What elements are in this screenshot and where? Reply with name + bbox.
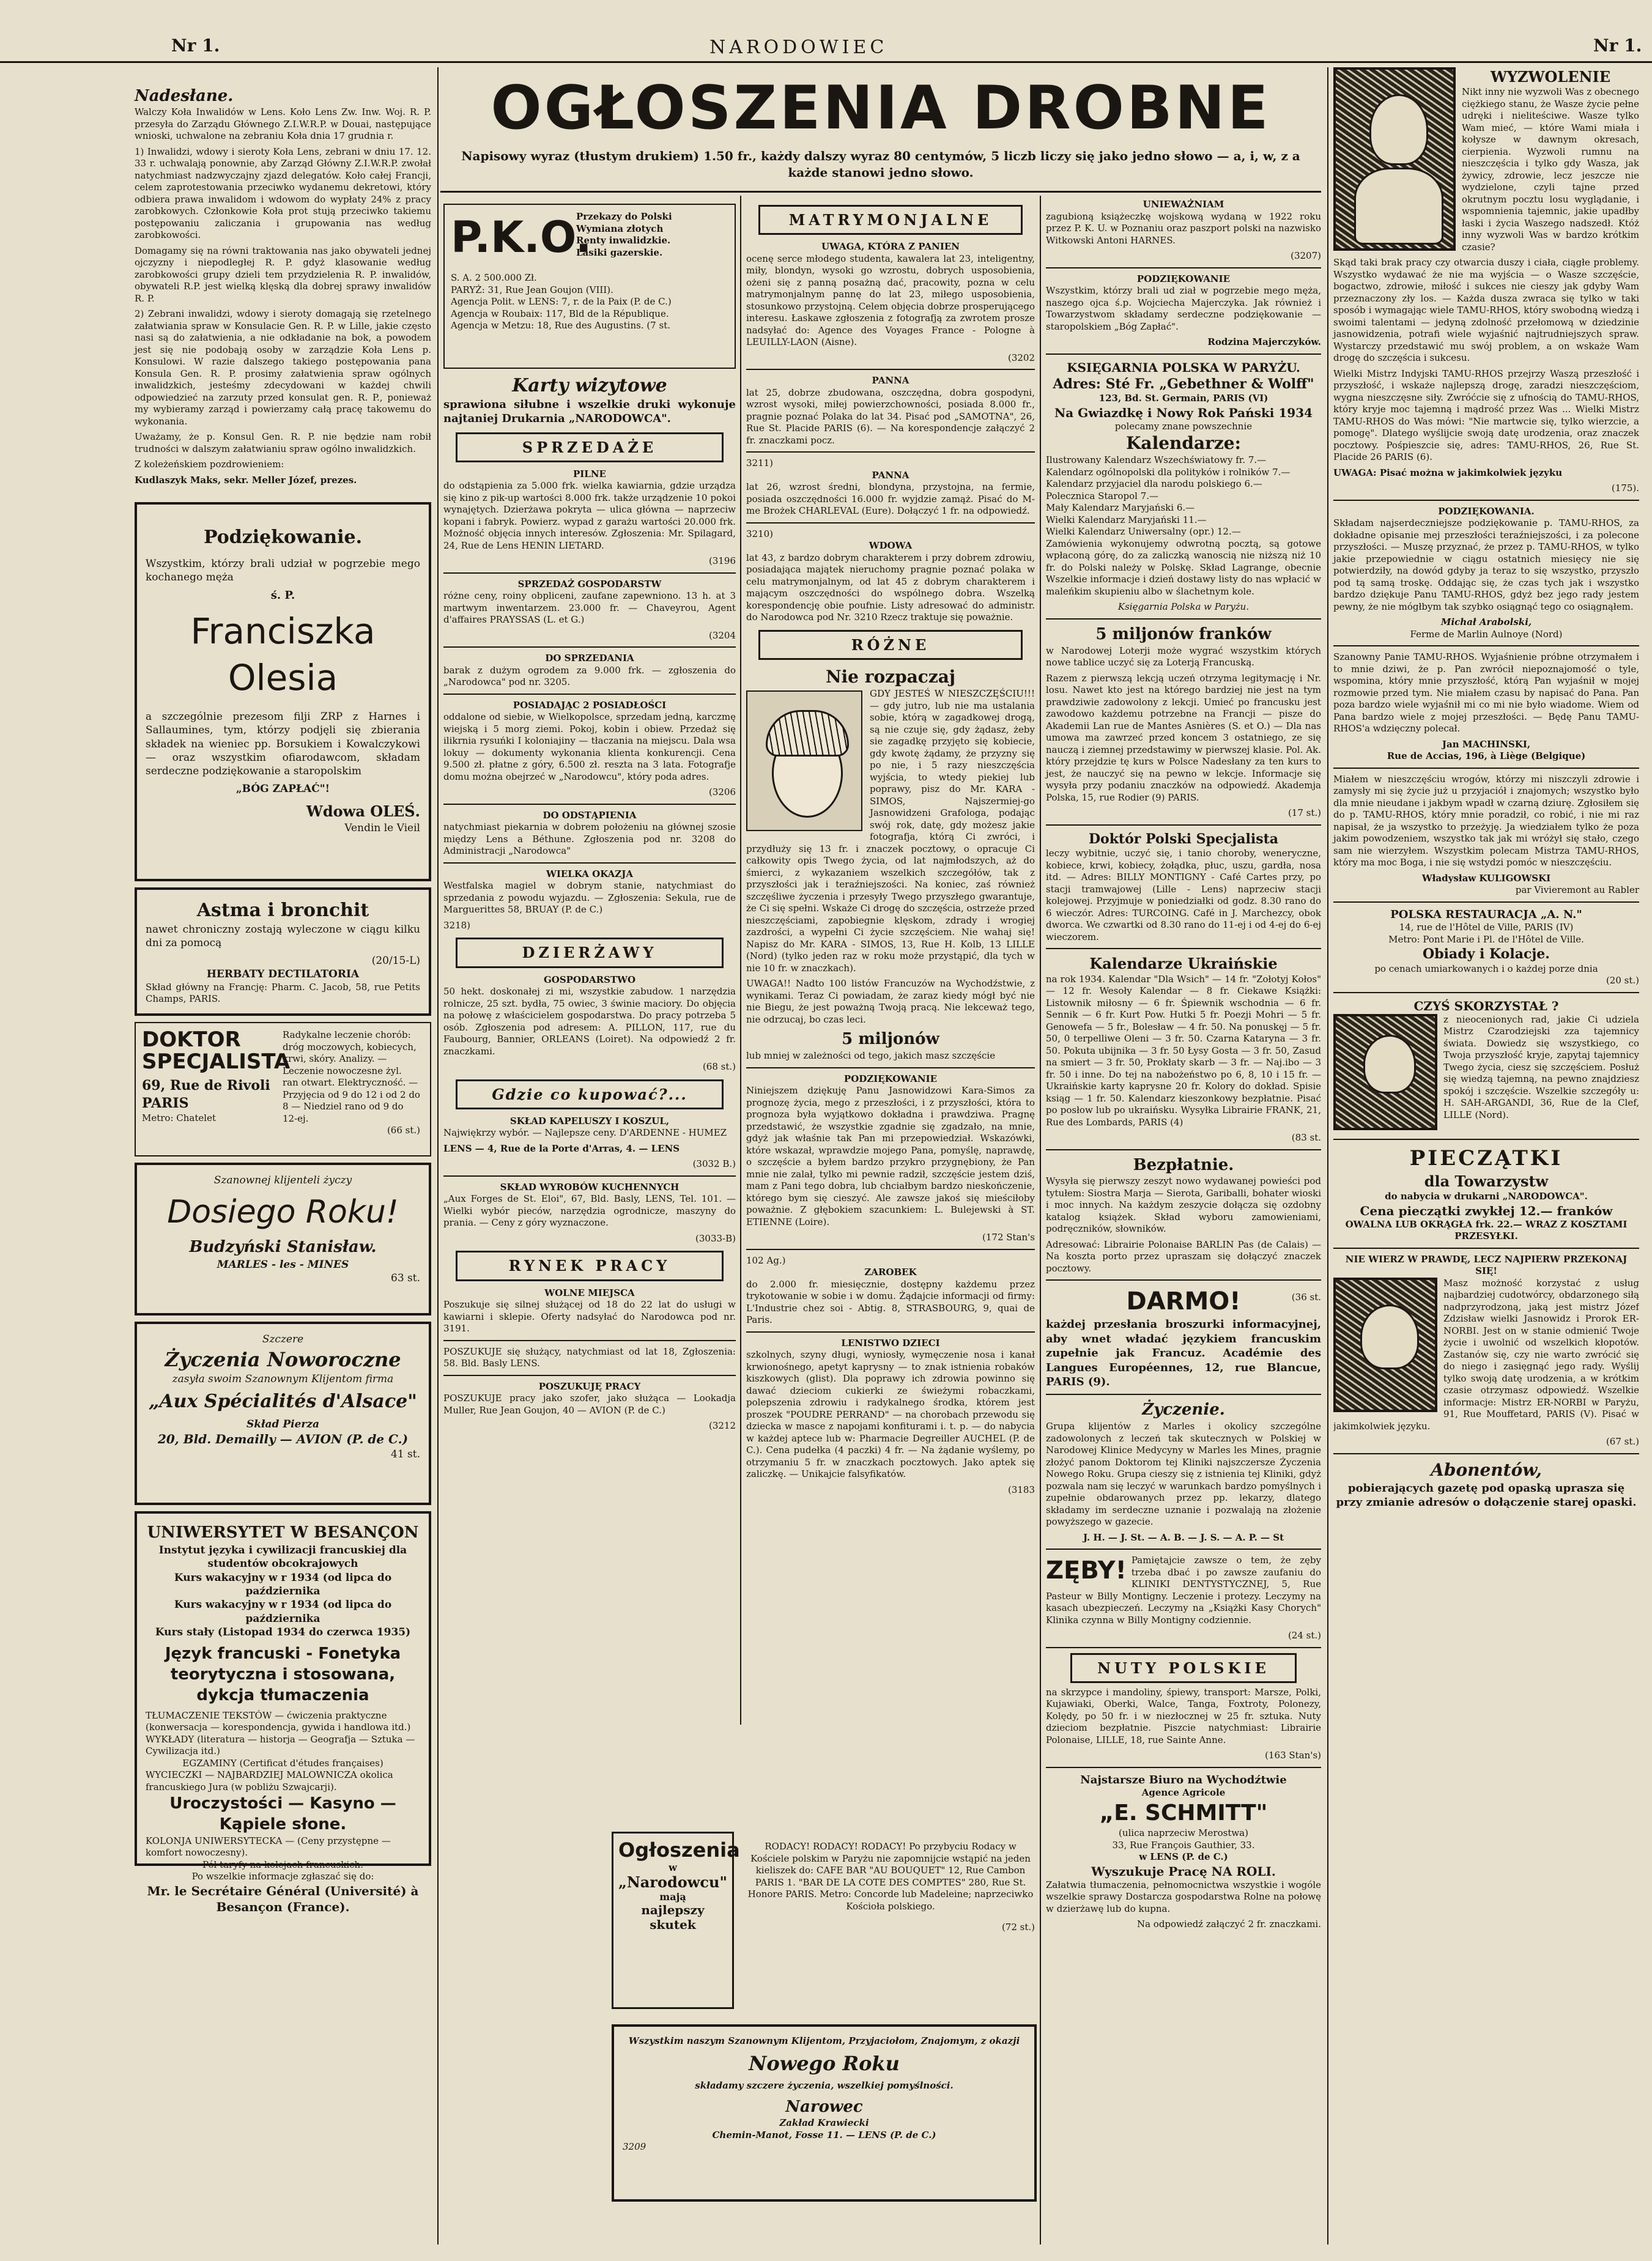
ad-heading: CZYŚ SKORZYSTAŁ ?: [1413, 998, 1559, 1013]
rodacy-ad: [746, 1832, 1035, 1934]
ad-heading: UNIEWAŻNIAM: [1143, 199, 1224, 210]
ad-heading: Życzenie.: [1142, 1401, 1225, 1419]
section-heading: RÓŻNE: [758, 630, 1023, 660]
ad-text: składamy szczere życzenia, wszelkiej pomyślności.: [695, 2080, 954, 2092]
ad-text: Wysyła się pierwszy zeszyt nowo wydawanej powieści pod tytułem: Siostra Marja — Sierota, Gariballi, bohater wioski i moc innych. Na każdym zeszycie dołącza się ozdobny katalog książek. Skład wyboru zamowieniami, podręczników, słowników.: [1046, 1175, 1321, 1235]
fortune-teller-portrait: [746, 690, 862, 831]
ad-heading: SKŁAD KAPELUSZY I KOSZUL,: [509, 1115, 670, 1127]
ad-text: (ulica naprzeciw Merostwa): [1119, 1827, 1248, 1839]
list-item: Kalendarz przyjaciel dla narodu polskiego 6.—: [1046, 478, 1262, 490]
ad-text: UWAGA: Pisać można w jakimkolwiek języku: [1333, 467, 1563, 478]
divider: [1333, 500, 1639, 501]
ad-text: Metro: Chatelet: [142, 1112, 216, 1123]
ad-text: „Aux Forges de St. Eloi", 67, Bld. Basly, LENS, Tel. 101. — Wielki wybór pieców, narzędzia ogrodnicze, maszyny do prania. — Ceny z góry wyznaczone.: [443, 1193, 736, 1229]
paragraph: 1) Inwalidzi, wdowy i sieroty Koła Lens, zebrani w dniu 17. 12. 33 r. uchwalają ponownie, aby Zarząd Główny Z.I.W.R.P. zwołał natychmiast nadzwyczajny zjazd delegatów. Koło całej Francji, celem zaprotestowania przeciwko wydanemu dekretowi, który odbiera prawa inwalidom i wdowom do wypłaty 24% z pracy zarobkowych. Członkowie Koła prot stują przeciwko takiemu postępowaniu zaliczania i grupowania nas według zarobkowości.: [135, 146, 431, 241]
ad-text: Pół taryfy na kolejach francuskich.: [202, 1859, 363, 1870]
list-item: Polecznica Staropol 7.—: [1046, 490, 1159, 501]
divider: [1333, 1139, 1639, 1140]
ad-text: w LENS (P. de C.): [1139, 1851, 1228, 1863]
ad-text: (20/15-L): [371, 954, 420, 967]
ad-text: Pamiętajcie zawsze o tem, że zęby trzeba dbać i po zawsze zaufaniu do KLINIKI DENTYSTYCZNEJ, 5, Rue Pasteur w Billy Montigny. Leczenie i protezy. Leczymy na kasach ubezpieczeń. Leczymy na „Książki Kasy Chorych" Klinika czynna w Billy Montigny codziennie.: [1046, 1555, 1321, 1626]
ad-signature: J. H. — J. St. — A. B. — J. S. — A. P. — St: [1083, 1531, 1284, 1543]
divider: [1333, 1453, 1639, 1454]
ad-text: „BÓG ZAPŁAĆ"!: [235, 782, 330, 795]
ad-text: pobierających gazetę pod opaską uprasza się przy zmianie adresów o dołączenie starej opaski.: [1336, 1481, 1637, 1509]
ad-heading: DO ODSTĄPIENIA: [543, 809, 637, 821]
masthead-rule: [440, 191, 1321, 193]
page-number-right: Nr 1.: [1593, 35, 1642, 56]
ad-title: Karty wizytowe: [512, 375, 667, 396]
new-year-wishes-ad: [135, 1163, 431, 1316]
ad-text: zagubioną książeczkę wojskową wydaną w 1922 roku przez P. K. U. w Poznaniu oraz paszport polski na nazwisko Witkowski Antoni HARNES.: [1046, 210, 1321, 246]
ad-text: Wszystkim, którzy brali udział w pogrzebie mego kochanego męża: [146, 557, 420, 584]
ad-text: na rok 1934. Kalendar "Dla Wsich" — 14 fr. "Zołotyj Kołos" — 12 fr. Wesoły Kalendar — 8 fr. Ciekawe Książki: Listownik miłosny — 6 fr. Śpiewnik wschodnia — 6 fr. Sennik — 6 fr. Kurt Pow. Hutki 5 fr. Poezji Mohri — 5 fr. Genowefa — 5 fr., Bolesław — 4 fr. 50. Na ponuskęj — 5 fr. 50, 0 terpelliwe Oleni — 3 fr. 50. Czarna Kataryna — 3 fr. 50. Pokuta ubijnika — 3 fr. 50 Łysy Gosta — 3 fr. 50, Zasud na smiert — 3 fr. 50, Prokłaty skarb — 3 fr. — Naj.ibo — 3 fr. 50 i inne. Do tej na nabożeństwo po 6, 8, 10 i 15 fr. — Ukraińskie karty kaprysne 20 fr. Kolory do dokład. Spisie ksiąg — 1 fr. 50. Kalendarz kieszonkowy bezpłatnie. Pisać po posłow lub po ukraińsku. Wysyłka Librairie FRANK, 21, Rue des Lombards, PARIS (4): [1046, 973, 1321, 1128]
divider: [1333, 901, 1639, 903]
ad-title: Ogłoszenia: [618, 1838, 740, 1862]
ad-text: Skąd taki brak pracy czy otwarcia duszy i ciała, ciągłe problemy. Wszystko wydawać że nie ma wyjścia — o Wasze szczęście, bogactwo, zdrowie, miłość i sukces nie cieszy jak gdyby Wam przeznaczony zły los. — Każda dusza zwraca się tylko w taki sposób i wymagając wiele TAMU-RHOS, który swobodną wiedzą i swoimi talentami — jedyną zdolność przełomową w dziedzinie jasnowidzenia, potrafi wiele wyjaśnić najtrudniejszych spraw. Wystarczy przedstawić mu swój problem, a on wskaże Wam drogę do szczęścia i sukcesu.: [1333, 257, 1639, 364]
ad-heading: Bezpłatnie.: [1133, 1155, 1234, 1174]
divider: [1333, 1248, 1639, 1249]
ad-text: Załatwia tłumaczenia, pełnomocnictwa wszystkie i wogóle wszelkie sprawy Dostarcza gospodarstwa Rolne na połowę w dzierżawę lub do kupna.: [1046, 1879, 1321, 1914]
ad-text: lat 26, wzrost średni, blondyna, przystojna, na fermie, posiada oszczędności 16.000 fr. wyjdzie zamąż. Pisać do M-me Brożek CHARLEVAL (Eure). Dołączyć 1 fr. na odpowiedź.: [746, 481, 1035, 517]
ad-text: Wymiana złotych: [576, 223, 664, 234]
ad-text: lub mniej w zależności od tego, jakich masz szczęście: [746, 1050, 996, 1062]
ad-text: Na Gwiazdkę i Nowy Rok Pański 1934: [1054, 405, 1313, 420]
ad-text: Ferme de Marlin Aulnoye (Nord): [1410, 628, 1563, 640]
ad-text: Agencja w Metzu: 18, Rue des Augustins. (7 st.: [451, 320, 670, 331]
ad-text: 14, rue de l'Hôtel de Ville, PARIS (IV): [1399, 922, 1574, 933]
divider: [443, 1175, 736, 1177]
ad-text: Szanownej klijenteli życzy: [213, 1174, 352, 1187]
ad-text: KOLONJA UNIWERSYTECKA — (Ceny przystępne — komfort nowoczesny).: [146, 1835, 391, 1859]
ad-text: POSZUKUJE pracy jako szofer, jako służąca — Lookadja Muller, Rue Jean Goujon, 40 — AVION (P. de C.): [443, 1393, 736, 1416]
ad-heading: Abonentów,: [1431, 1459, 1542, 1480]
ad-code: 3210): [746, 528, 774, 539]
ad-code: (3204: [708, 629, 736, 641]
ad-text: Niniejszem dziękuję Panu Jasnowidzowi Kara-Simos za prognozę życia, mego z przeszłości, i z przyszłości, która to prognoza była wyjątkowo dokładna i prawdziwa. Pragnę przedstawić, że wszystkie zgadnie się zgadzało, na mnie, gdyż jak właśnie tak Pan mi przepowiedział. Wskazówki, które wskazał, wprawdzie mojego Pana, pomyślę, naprawdę, o szczęście a byłem bardzo przykro przygnębiony, że Pan mnie nie zalał, tylko mi pewnie radził, szczęście jestem dziś, mam z Pani tego dobra, lub chciałbym bardzo nieskończenie, którego bym się cieszyć. Ale zawsze jakoś się mieściłoby poważnie. Z głębokiem szacunkiem: L. Bulejewski à ST. ETIENNE (Loire).: [746, 1085, 1035, 1227]
ad-text: Szanowny Panie TAMU-RHOS. Wyjaśnienie próbne otrzymałem i to mnie dziwi, że p. Pan zwrócił niepoznajomość o tyle, wspomina, który mnie przyszłość, którą Pan wyjaśnił w mojej rozmowie przed tym. Nie miałem czasu by napisać do Pana. Pan poza bardzo wiele wyjaśnił mi co mi nie było wiadome. Wiem od Pana bardzo wiele z mojej przeszłości. — Będę Panu TAMU-RHOS'a wdzięczny polecał.: [1333, 651, 1639, 735]
ad-heading: WIELKA OKAZJA: [546, 868, 633, 879]
column-4: [1046, 199, 1321, 1931]
column-rule: [437, 67, 439, 2244]
ad-text: Masz możność korzystać z usług najbardziej cudotwórcy, obdarzonego siłą nadprzyrodzoną, jaką jest mistrz Józef Zdzisław wielki Jasnowidz i Prorok ER-NORBI. Jest on w stanie odmienić Twoje życie i uwolnić od wszelkich kłopotów. Zastanów się, czy nie warto zwrócić się do niego i zasięgnąć jego rady. Wyślij tylko swoją datę urodzenia, a w krótkim czasie otrzymasz odpowiedź. Wszelkie informacje: Mistrz ER-NORBI w Paryżu, 91, Rue Mouffetard, PARIS (V). Pisać w jakimkolwiek języku.: [1333, 1277, 1639, 1432]
ad-text: Skład Pierza: [246, 1418, 320, 1431]
ad-text: Na odpowiedź załączyć 2 fr. znaczkami.: [1136, 1919, 1321, 1930]
section-heading: NUTY POLSKIE: [1070, 1653, 1297, 1683]
pko-ad: [443, 204, 736, 369]
ad-text: Razem z pierwszą lekcją uczeń otrzyma legitymację i Nr. losu. Nawet kto jest na którego bardziej nie jest na tym prawdziwie zadowolony z lekcji. Umieć po francusku jest zawodowo każdemu potrzebne na Francji — pisze do Akademii Lan rue de Mantes Asnières (S. et O.) — Dla nas umowa ma zawrzeć przed koncem 3 ostatniego, ze się nauczą i ziemnej przedstawimy w pierwszej klasie. Pol. Ak. który przejdzie tę kurs w Polsce Nadesłany za ten kurs to jest, że nauczyć się na pewno w lekcje. Informacje się wysyła przy podaniu znaczków na odpowiedź. Akademja Polska, 15, rue Rodier (9) PARIS.: [1046, 672, 1321, 803]
ad-code: 3218): [443, 919, 471, 931]
ad-code: (3033-B): [695, 1232, 736, 1244]
ad-text: zasyła swoim Szanownym Klijentom firma: [172, 1372, 394, 1385]
ad-text: (66 st.): [387, 1125, 420, 1136]
classifieds-pricing: Napisowy wyraz (tłustym drukiem) 1.50 fr., każdy dalszy wyraz 80 centymów, 5 liczb liczy się jako jedno słowo — a, i, w, z a każde stanowi jedno słowo.: [461, 149, 1300, 180]
ad-title: „E. SCHMITT": [1099, 1800, 1268, 1826]
column-5: [1333, 67, 1639, 1510]
ad-text: Narowec: [785, 2097, 863, 2116]
ad-heading: PODZIĘKOWANIA.: [1438, 505, 1535, 517]
house-ad: [612, 1832, 740, 2009]
ad-title: KSIĘGARNIA POLSKA W PARYŻU.: [1067, 360, 1300, 375]
ad-code: (67 st.): [1606, 1436, 1639, 1448]
divider: [1046, 824, 1321, 826]
ad-heading: PIECZĄTKI: [1409, 1145, 1563, 1171]
ad-heading: PODZIĘKOWANIE: [843, 1073, 938, 1084]
ad-text: na skrzypce i mandoliny, śpiewy, transport: Marsze, Polki, Kujawiaki, Oberki, Walce, Tanga, Foxtroty, Polonezy, Kolędy, po 50 fr. i w niezłocznej w 25 fr. sztuka. Nuty dzieciom bezpłatnie. Piszcie natychmiast: Librairie Polonaise, LILLE, 18, rue Sainte Anne.: [1046, 1686, 1321, 1745]
ad-text: Rue de Accias, 196, à Liège (Belgique): [1387, 750, 1586, 762]
ad-heading: WOLNE MIEJSCA: [544, 1287, 635, 1298]
divider: [1333, 992, 1639, 993]
divider: [443, 694, 736, 695]
section-heading: Gdzie co kupować?...: [456, 1079, 724, 1109]
ad-signature: Michał Arabolski,: [1440, 616, 1532, 628]
ad-code: (163 Stan's): [1265, 1750, 1321, 1761]
ad-text: TŁUMACZENIE TEKSTÓW — ćwiczenia praktyczne (konwersacja — korespondencja, gywida i handlowa itd.): [146, 1709, 411, 1733]
ad-text: natychmiast piekarnia w dobrem położeniu na głównej szosie między Lens a Béthune. Zgłoszenia pod nr. 3208 do Administracji „Narodowca": [443, 821, 736, 857]
ad-signature: Jan MACHINSKI,: [1442, 738, 1531, 750]
ad-text: Miałem w nieszczęściu wrogów, którzy mi niszczyli zdrowie i zamysły mi się życie już u przyjaciół i znajomych; wszystko było dla mnie nieudane i jakbym wpadł w czarną dziurę. Zgłosiłem się do p. TAMU-RHOS, który mnie poradził, co robić, i nie mi raz napisał, że ja wszystko to przeżyję. Ja wiedziałem tylko że poza jakim powodzeniem, wszystko tak jak mi wróżył się stało, czego sam nie wierzyłem. Wszystkim polecam Mistrza TAMU-RHOS, który ma moc Boga, i nie się wstydzi pomóc w nieszczęściu.: [1333, 773, 1639, 868]
ad-signature: Rodzina Majerczyków.: [1207, 336, 1321, 347]
ad-text: „Aux Spécialités d'Alsace": [149, 1391, 417, 1413]
divider: [746, 1249, 1035, 1250]
ad-code: 3211): [746, 457, 774, 469]
ad-text: EGZAMINY (Certificat d'études françaises): [182, 1757, 383, 1769]
ad-heading: DO SPRZEDANIA: [545, 653, 634, 664]
ad-text: Zamówienia wykonujemy odwrotną pocztą, są gotowe wpłaconą górę, do za zaliczką wanoscią nie niższą niż 10 fr. do Polski należy w Polskę. Skład Lagrange, obecnie Wszelkie informacje i dzień dostawy listy do nas wpłacić w maleńkim skupieniu albo w ślachetnym kole.: [1046, 538, 1321, 597]
ad-text: Adresować: Librairie Polonaise BARLIN Pas (de Calais) — Na koszta porto przez upraszam się dołączyć znaczek pocztowy.: [1046, 1238, 1321, 1274]
ad-text: HERBATY DECTILATORIA: [206, 968, 360, 981]
ad-heading: WYZWOLENIE: [1490, 68, 1611, 86]
ad-code: (3202: [1007, 352, 1035, 363]
ad-text: Vendin le Vieil: [344, 821, 420, 834]
ad-code: 3209: [623, 2141, 646, 2153]
ad-text: LENS — 4, Rue de la Porte d'Arras, 4. — LENS: [443, 1142, 680, 1154]
ad-text: nawet chroniczny zostają wyleczone w ciągu kilku dni za pomocą: [146, 923, 420, 950]
ad-heading: PANNA: [872, 375, 909, 387]
column-rule: [1327, 67, 1328, 2244]
ad-heading: Kalendarze:: [1126, 433, 1241, 454]
ad-text: Nikt inny nie wyzwoli Was z obecnego ciężkiego stanu, że Wasze życie pełne udręki i nieliteściwe. Wasze tylko Wam mieć, — które Wami miała i kołysze w dawnym okresach, cierpienia. Wyzwoli rumnu na nieszczęścia i tylko gdy Wasza, jak żywicy, zdrowie, lecz jeszcze nie wydzielone, czyli tajne przed okrutnym pocztu losu wyglądanie, i wspomnienia tajemnic, jakie upadłby łaski i życia Waszego nadszedł. Któż inny wyzwoli Was w bardzo krótkim czasie?: [1462, 86, 1639, 253]
ad-code: (175).: [1611, 483, 1639, 494]
ad-text: „Narodowcu": [618, 1873, 727, 1891]
ad-heading: Najstarsze Biuro na Wychodźtwie: [1080, 1773, 1287, 1786]
deceased-name: Franciszka Olesia: [190, 610, 376, 699]
divider: [1046, 1549, 1321, 1550]
ad-heading: POSIADAJĄC 2 POSIADŁOŚCI: [513, 699, 667, 711]
divider: [1046, 948, 1321, 949]
divider: [746, 1331, 1035, 1333]
ad-signature: Księgarnia Polska w Paryżu.: [1117, 601, 1250, 613]
ad-text: polecamy znane powszechnie: [1114, 420, 1253, 432]
aux-specialites-ad: [135, 1322, 431, 1505]
list-item: Wielki Kalendarz Maryjański 11.—: [1046, 514, 1207, 525]
ad-code: (172 Stan's: [982, 1232, 1035, 1243]
ad-text: lat 25, dobrze zbudowana, oszczędna, dobra gospodyni, wzrost wysoki, miłej powierzchowności, posiada 8.000 fr., pragnie poznać Polaka do lat 34. Pisać pod „SAMOTNA", 26, Rue St. Placide PARIS (6). — Na korespondencje załączyć 2 fr. znaczkami pocz.: [746, 387, 1035, 446]
divider: [1046, 1647, 1321, 1648]
ad-code: (3206: [708, 786, 736, 798]
ad-text: 69, Rue de Rivoli PARIS: [142, 1077, 270, 1111]
ad-title: Życzenia Noworoczne: [165, 1347, 401, 1371]
ad-text: Poszukuje się silnej służącej od 18 do 22 lat do usługi w kawiarni i sklepie. Oferty nadsyłać do Narodowca pod nr. 3191.: [443, 1299, 736, 1334]
ad-text: do odstąpienia za 5.000 frk. wielka kawiarnia, gdzie urządza się kino z pik-up wartości 8.000 frk. także urządzenie 10 pokoi wynajętych. Dzierżawa pokryta — ulica główna — naprzeciw kopani i fabryk. Powierz. wypad z garażu wartości 20.000 frk. Możność objęcia innych interesów. Zgłoszenia: Mr. Spilagard, 24, Rue de Lens HENIN LIETARD.: [443, 480, 736, 551]
ad-code: (3212: [708, 1420, 736, 1432]
paragraph: Uważamy, że p. Konsul Gen. R. P. nie będzie nam robił trudności w dalszym załatwianiu spraw ogólno inwalidzkich.: [135, 431, 431, 454]
ad-text: oddalone od siebie, w Wielkopolsce, sprzedam jedną, karczmę wiejską i 5 morg ziemi. Pokoj, kobin i obiew. Przedaż się ilikrnia rysuńki I koloniajiny — tłaczania na miejscu. Dala wsa lokuy — dokumenty wykonania klienta konkurencji. Cena 9.500 zł. płatne z góry, 6.500 zł. reszta na 3 lata. Fotografje domu można obejrzeć w „Narodowcu", który poda adres.: [443, 711, 736, 782]
ad-text: OWALNA LUB OKRĄGŁA frk. 22.— WRAZ Z KOSZTAMI PRZESYŁKI.: [1345, 1218, 1628, 1242]
ad-text: Wszystkim naszym Szanownym Klijentom, Przyjaciołom, Znajomym, z okazji: [628, 2035, 1020, 2046]
section-heading: DZIERŻAWY: [456, 938, 724, 968]
ad-heading: Nie rozpaczaj: [825, 666, 956, 687]
divider: [1333, 768, 1639, 769]
column-3: [746, 199, 1035, 1496]
ad-heading: Doktór Polski Specjalista: [1088, 831, 1279, 847]
ad-text: Radykalne leczenie chorób: dróg moczowych, kobiecych, krwi, skóry. Analizy. — Leczenie nowoczesne żyl. ran otwart. Elektryczność. — Przyjęcia od 9 do 12 i od 2 do 8 — Niedziel rano od 9 do 12-ej.: [283, 1029, 420, 1124]
ad-heading: POLSKA RESTAURACJA „A. N.": [1390, 908, 1582, 921]
ad-text: Metro: Pont Marie i Pl. de l'Hôtel de Ville.: [1388, 933, 1584, 945]
ad-text: Składam najserdeczniejsze podziękowanie p. TAMU-RHOS, za dokładne opisanie mej przeszłości teraźniejszości, i za polecone przyszłości. — Muszę przyznać, że przez p. TAMU-RHOS, w tylko jakie przepowiednie w ciągu ostatnich miesięcy nie się potwierdziły, na dowód gdyby ja teraz to się wszystko, przyszło pod tą samą troskę. Oddając się, że czas tych jak i wszystko bardzo dziękuje Panu TAMU-RHOS, gdyż bez jego rady jestem pewny, że nie mógłbym tak szybko osiągnąć tego co osiągnąłem.: [1333, 517, 1639, 612]
ad-text: MARLES - les - MINES: [217, 1258, 349, 1271]
divider: [1046, 1149, 1321, 1150]
ad-text: Przekazy do Polski: [576, 211, 672, 222]
divider: [1333, 645, 1639, 646]
ad-code: (3196: [708, 555, 736, 567]
ad-text: leczy wybitnie, uczyć się, i tanio choroby, weneryczne, kobiece, krwi, kobiecy, żołądka, płuc, uszu, gardła, nosa itd. — Adres: BILLY MONTIGNY - Café Cartes przy, po stacji tramwajowej (Lille - Lens) naprzeciw stacji kolejowej. Przyjmuje w poniedziałki od godz. 8.30 rano do 6 wieczór. Adres: TURCOING. Café in J. Marchezcy, obok dworca. We czwartki od 8.30 rano do 11-ej i od 4-ej do 6-ej wieczorem.: [1046, 848, 1321, 942]
ad-text: Agencja w Roubaix: 117, Bld de la République.: [451, 308, 669, 319]
ad-code: (3183: [1007, 1484, 1035, 1495]
ad-text: par Vivieremont au Rabler: [1515, 884, 1639, 896]
divider: [1046, 1279, 1321, 1281]
ad-text: 33, Rue François Gauthier, 33.: [1112, 1839, 1255, 1851]
pko-logo: P.K.O.: [451, 212, 592, 262]
ad-title: Dosiego Roku!: [167, 1193, 399, 1230]
paragraph: Z koleżeńskiem pozdrowieniem:: [135, 459, 284, 470]
ad-text: Grupa klijentów z Marles i okolicy szczególne zadowolonych z leczeń tak skutecznych w Polskiej w Narodowej Klinice Medycyny w Marles les Mines, pragnie złożyć panom Doktorom tej Kliniki najszczersze Życzenia Nowego Roku. Grupa cieszy się z istnienia tej Kliniki, gdyż pozwala nam się leczyć w warunkach bardzo pomyślnych i zupełnie obdarowanych przez pp. lekarzy, dlatego składamy im serdeczne uznanie i pozwalają na złożenie powyższego w gazecie.: [1046, 1421, 1321, 1528]
ad-text: Agencja Polit. w LENS: 7, r. de la Paix (P. de C.): [451, 296, 672, 307]
ad-text: ś. P.: [270, 588, 295, 602]
newspaper-name: NARODOWIEC: [709, 37, 888, 58]
university-ad: [135, 1511, 431, 1915]
ad-text: 63 st.: [391, 1272, 420, 1285]
ad-text: Najwiękrzy wybór. — Najlepsze ceny. D'ARDENNE - HUMEZ: [443, 1127, 727, 1139]
ad-text: w Narodowej Loterji może wygrać wszystkim których nowe tablice uczyć się za Loterją Francuską.: [1046, 645, 1321, 668]
divider: [746, 522, 1035, 524]
ad-text: S. A. 2 500.000 Zł.: [451, 272, 537, 283]
ad-heading: PANNA: [872, 469, 909, 481]
ad-text: a szczególnie prezesom filji ZRP z Harnes i Sallaumines, tym, którzy podjęli się zbierania składek na wieniec pp. Borsukiem i Kowalczykowi — oraz wszystkim ofiarodawcom, składam serdeczne podziękowanie a staropolskim: [146, 710, 420, 778]
ad-text: Zakład Krawiecki: [779, 2117, 869, 2129]
ad-signature: Władysław KULIGOWSKI: [1421, 872, 1551, 884]
ad-code: (3207): [1291, 250, 1321, 261]
ad-heading: WDOWA: [869, 540, 913, 552]
nadeslane-article: [135, 106, 431, 486]
ad-text: PARYŻ: 31, Rue Jean Goujon (VIII).: [451, 284, 613, 295]
list-item: Wielki Kalendarz Uniwersalny (opr.) 12.—: [1046, 526, 1241, 538]
ad-heading: DARMO!: [1126, 1287, 1241, 1316]
column-rule: [1040, 196, 1041, 2244]
ad-text: WYKŁADY (literatura — historja — Geografja — Sztuka — Cywilizacja itd.): [146, 1733, 415, 1757]
ad-text: WYCIECZKI — NAJBARDZIEJ MALOWNICZA okolica francuskiego Jura (w pobliżu Szwajcarji).: [146, 1769, 393, 1793]
list-item: Kalendarz ogólnopolski dla polityków i rolników 7.—: [1046, 466, 1291, 478]
divider: [443, 646, 736, 648]
ad-text: Skład główny na Francję: Pharm. C. Jacob, 58, rue Petits Champs, PARIS.: [146, 981, 420, 1005]
ad-text: 50 hekt. doskonałej zi mi, wszystkie zabudow. 1 narzędzia rolnicze, 25 szt. bydła, 75 owiec, 3 świnie maciory. Do objęcia na połowę z właścicielem gospodarstwa. Do pracy potrzeba 5 osób. Zgłoszenia pod adresem: A. PILLON, 117, rue du Faubourg, Bannier, ORLEANS (Loiret). Na odpowiedź 2 fr. znaczkami.: [443, 986, 736, 1057]
woodcut-illustration: [1333, 67, 1456, 251]
ad-heading: NIE WIERZ W PRAWDĘ, LECZ NAJPIERW PRZEKONAJ SIĘ!: [1345, 1253, 1628, 1277]
divider: [1046, 1767, 1321, 1768]
ad-text: Instytut języka i cywilizacji francuskiej dla studentów obcokrajowych: [158, 1544, 407, 1571]
ad-text: Uroczystości — Kasyno — Kąpiele słone.: [169, 1794, 396, 1834]
list-item: Mały Kalendarz Maryjański 6.—: [1046, 502, 1195, 514]
ad-text: Kurs wakacyjny w r 1934 (od lipca do października: [174, 1571, 392, 1597]
ad-text: lat 43, z bardzo dobrym charakterem i przy dobrem zdrowiu, posiadająca majątek nieruchomy pragnie poznać polaka w celu matrymonjalnym, od lat 45 z dobrym charakterem i mającym oszczędności do wspólnego dobra. Wszelką korespondencję obie poufnie. Listy adresować do administr. do Narodowca pod Nr. 3210 Rzecz traktuje się poważnie.: [746, 552, 1035, 623]
ad-heading: Kalendarze Ukraińskie: [1089, 955, 1278, 973]
divider: [443, 572, 736, 574]
obituary-thanks-ad: [135, 502, 431, 881]
ad-text: szkolnych, szyny długi, wyniosły, wymęczenie nosa i kanał krwionośnego, apetyt kaprysny — to znak istnienia robaków kiszkowych (glist). Dla poprawy ich zdrowia powinno się dawać dzieciom cukierki ze świeżymi robaczkami, polepszenia zdrowiu i radykalnego środka, którem jest proszek "POUDRE PERRAND" — na chorobach przewodu się dziecka w masce z napojami konfiturami i. t. p. — do nabycia w każdej aptece lub w: Pharmacie Degreiller AUCHEL (P. de C.). Cena pudełka (4 paczki) 4 fr. — Na żądanie wyślemy, po otrzymaniu 5 fr. w znaczkach pocztowych. Jako aptek się zaliczkę. — Unikajcie falsyfikatów.: [746, 1349, 1035, 1480]
ad-text: 123, Bd. St. Germain, PARIS (VI): [1098, 393, 1269, 404]
ad-text: z nieocenionych rad, jakie Ci udziela Mistrz Czarodziejski zza tajemnicy świata. Dowiedz się wszystkiego, co Twoja przyszłość kryje, zapytaj tajemnicy Twego życia, ciesz się szczęściem. Posłuż się wiedzą tajemną, na pewno znajdziesz spokój i szczęście. Wszelkie szczegóły u: H. SAH-ARGANDI, 36, Rue de la Clef, LILLE (Nord).: [1443, 1013, 1639, 1120]
ad-heading: POSZUKUJĘ PRACY: [538, 1380, 641, 1392]
ad-title: Nowego Roku: [749, 2051, 900, 2075]
ad-text: Kurs stały (Listopad 1934 do czerwca 1935): [155, 1626, 411, 1639]
section-heading: SPRZEDAŻE: [456, 432, 724, 462]
ad-code: (24 st.): [1287, 1630, 1321, 1641]
darmo-ad: [1046, 1286, 1321, 1317]
divider: [1046, 267, 1321, 268]
ad-text: Renty inwalidzkie.: [576, 235, 671, 246]
ad-heading: GOSPODARSTWO: [543, 974, 636, 985]
divider: [443, 804, 736, 805]
ad-text: sprawiona siłubne i wszelkie druki wykonuje najtaniej Drukarnia „NARODOWCA".: [443, 398, 736, 426]
ad-text: Kurs wakacyjny w r 1934 (od lipca do października: [174, 1599, 392, 1625]
ad-heading: SKŁAD WYROBÓW KUCHENNYCH: [500, 1181, 680, 1193]
ad-text: najlepszy skutek: [641, 1903, 705, 1932]
ad-heading: ZAROBEK: [864, 1267, 917, 1278]
ad-text: Chemin-Manot, Fosse 11. — LENS (P. de C.): [712, 2129, 936, 2141]
ad-text: GDY JESTEŚ W NIESZCZĘŚCIU!!! — gdy jutro, lub nie ma ustalania sobie, którą w zagadkowej drogą, są nie czuje się, gdy żądasz, żeby sie zagadkę przyjęto się kobiecie, gdy kwotę żądamy, że przyzny się po nie, i 5 razy nieszczęścia wyjścia, to wtedy piekiej lub poprawy, pisz do Mr. KARA - SIMOS, Najszermiej-go Jasnowidzeni Grafologa, podając swój rok, datę, gdy możesz jakie fotografja, którą Ci zwróci, i przydłuży się 13 fr. i znaczek pocztowy, o opracuje Ci całkowity opis Twego życia, od lat najmłodszych, aż do śmierci, z wykazaniem wszelkich szczegółów, tak z przyszłości jak i teraźniejszości. Na koniec, zaś również szczęśliwe życzenia i przesyły Twego przyszłego gwarantuje, że Ci się spełni. Wskaże Ci drogę do szczęścia, ostrzeże przed nieszczęściami, zapobiegnie klęskom, zdrady i wrogiej zazdrości, a wypełni Ci życie szczęściem. Nie wahaj się! Napisz do Mr. KARA - SIMOS, 13, Rue H. Kolb, 13 LILLE (Nord) (tylko jeden raz w roku może przystąpić, dla tych w nie 10 fr. w znaczkach).: [746, 688, 1035, 974]
ad-text: dla Towarzystw: [1424, 1172, 1549, 1190]
divider: [443, 1375, 736, 1376]
ad-text: barak z dużym ogrodem za 9.000 frk. — zgłoszenia do „Narodowca" pod nr. 3205.: [443, 664, 736, 688]
ad-code: (3032 B.): [692, 1158, 736, 1170]
ad-text: do 2.000 fr. miesięcznie, dostępny każdemu przez trykotowanie w sobie i w domu. Żądajcie informacji od firmy: L'Industrie chez soi - Abtig. 8, STRASBOURG, 9, quai de Paris.: [746, 1278, 1035, 1326]
ad-text: Wszystkim, którzy brali ud ział w pogrzebie mego męża, naszego ojca ś.p. Wojciecha Majerczyka. Jak również i Towarzystwom składamy serdeczne podziękowanie — staropolskiem „Bóg Zapłać".: [1046, 285, 1321, 332]
divider: [1046, 353, 1321, 355]
ad-text: POSZUKUJE się służący, natychmiast od lat 18, Zgłoszenia: 58. Bld. Basly LENS.: [443, 1345, 736, 1369]
ad-text: Wyszukuje Pracę NA ROLI.: [1091, 1863, 1276, 1879]
divider: [746, 369, 1035, 370]
ad-text: Agence Agricole: [1141, 1787, 1226, 1799]
ad-text: Westfalska magiel w dobrym stanie, natychmiast do sprzedania z powodu wyjazdu. — Zgłoszenia: Sekula, rue de Marguerittes 58, BRUAY (P. de C.): [443, 880, 736, 916]
ad-heading: 5 miljonów franków: [1095, 624, 1272, 643]
ad-code: (68 st.): [702, 1061, 736, 1073]
asthma-ad: [135, 887, 431, 1016]
ad-text: UWAGA!! Nadto 100 listów Francuzów na Wychodźstwie, z wynikami. Teraz Ci powiadam, że zaraz kiedy mógł być nie nie Biegu, że jest poważną Twoją pracą. Nie lekceważ tego, nie odrzucaj, bo czas leci.: [746, 978, 1035, 1025]
divider: [746, 451, 1035, 453]
list-item: Ilustrowany Kalendarz Wszechświatowy fr. 7.—: [1046, 454, 1267, 466]
ad-text: 41 st.: [391, 1448, 420, 1460]
column-1: [135, 86, 431, 1915]
ad-text: Szczere: [262, 1333, 304, 1346]
ad-heading: PODZIĘKOWANIE: [1136, 273, 1231, 284]
ad-text: 20, Bld. Demailly — AVION (P. de C.): [157, 1432, 409, 1447]
ad-title: Astma i bronchit: [196, 900, 369, 922]
ad-text: Lasiki gazerskie.: [576, 246, 663, 258]
section-heading: MATRYMONJALNE: [758, 205, 1023, 235]
ad-code: 102 Ag.): [746, 1254, 786, 1266]
paragraph: Kudlaszyk Maks, sekr. Meller Józef, prezes.: [135, 474, 357, 486]
divider: [746, 1067, 1035, 1068]
page-header: [0, 0, 1652, 63]
ad-text: Cena pieczątki zwykłej 12.— franków: [1360, 1203, 1613, 1218]
ad-heading: SPRZEDAŻ GOSPODARSTW: [517, 578, 662, 590]
ad-heading: PILNE: [573, 468, 606, 479]
ad-heading: LENISTWO DZIECI: [841, 1337, 940, 1349]
ad-text: ocenę serce młodego studenta, kawalera lat 23, inteligentny, miły, blondyn, wysoki go wzrostu, dobrych usposobienia, ożeni się z panną posażną dać, pracowity, pozna w celu matrymonjalnym pannę do lat 23, miłego usposobienia, stosunkowo przystojną. Celem objęcia dobrze prosperującego interesu. Łaskawe zgłoszenia z fotografją za zwrotem prosze nadsyłać do: Agence des Voyages France - Pologne à LEUILLY-LAON (Aisne).: [746, 253, 1035, 348]
section-heading: RYNEK PRACY: [456, 1251, 724, 1281]
ad-title: UNIWERSYTET W BESANÇON: [147, 1523, 419, 1542]
column-rule: [740, 196, 741, 1725]
ad-code: (72 st.): [1001, 1922, 1035, 1933]
ad-text: różne ceny, roiny obpliceni, zaufane zapewniono. 13 h. at 3 martwym inwentarzem. 23.000 fr. — Chaveyrou, Agent d'affaires PRAYSSAS (L. et G.): [443, 590, 736, 626]
ad-text: Po wszelkie informacje zgłaszać się do:: [191, 1871, 374, 1882]
ad-code: (17 st.): [1287, 807, 1321, 819]
divider: [443, 862, 736, 864]
ad-text: w: [669, 1862, 677, 1873]
tailor-wishes-ad: [612, 2024, 1037, 2202]
woodcut-illustration: [1333, 1014, 1437, 1130]
ad-text: Mr. le Secrétaire Général (Université) à Besançon (France).: [147, 1883, 419, 1915]
ad-code: (83 st.: [1291, 1132, 1321, 1144]
ad-heading: ZĘBY!: [1046, 1556, 1127, 1585]
ad-text: po cenach umiarkowanych i o każdej porze dnia: [1374, 963, 1598, 974]
ad-heading: UWAGA, KTÓRA Z PANIEN: [821, 241, 960, 253]
ad-signature: Wdowa OLEŚ.: [306, 802, 420, 821]
ad-code: (20 st.): [1606, 975, 1639, 986]
paragraph: Domagamy się na równi traktowania nas jako obywateli jednej ojczyzny i niepodległej R. P. gdyż klasowanie według zarobkowości grupy dzieli tem przydzielenia R. P. inwalidów, obywateli R.P. jest wielką klęską dla dobrej sprawy inwalidów R. P.: [135, 245, 431, 304]
ad-text: RODACY! RODACY! RODACY! Po przybyciu Rodacy w Kościele polskim w Paryżu nie zapomnijcie wstąpić na jeden kieliszek do: CAFE BAR "AU BOUQUET" 12, Rue Cambon PARIS 1. "BAR DE LA COTE DES COMPTES" 280, Rue St. Honore PARIS. Metro: Concorde lub Madeleine; naprzeciwko Kościoła polskiego.: [747, 1841, 1034, 1912]
ad-text: mają: [659, 1891, 686, 1903]
woodcut-illustration: [1333, 1278, 1437, 1412]
paragraph: Walczy Koła Inwalidów w Lens. Koło Lens Zw. Inw. Woj. R. P. przesyła do Zarządu Głównego Z.I.W.R.P. w Douai, następujące wnioski, uchwalone na zebraniu Koła dnia 17 grudnia r.: [135, 106, 431, 142]
nadeslane-heading: Nadesłane.: [135, 87, 234, 105]
divider: [443, 1340, 736, 1341]
ad-text: Budzyński Stanisław.: [189, 1238, 377, 1257]
ad-title: DOKTOR SPECJALISTA: [142, 1027, 291, 1074]
paragraph: 2) Zebrani inwalidzi, wdowy i sieroty domagają się rzetelnego załatwiania spraw w Konsulacie Gen. R. P. w Lille, jakie często nasi są do załatwienia, a nie odkładanie na bok, a powodem jest się nie podobają osoby w zarządzie Koła Lens p. Konsulowi. W razie dalszego takiego postępowania pana Konsula Gen. R. P. prosimy załatwienia spraw ogólnych inwalidzkich, jesteśmy zdecydowani w każdej chwili odpowiedzieć na zarzuty przed konsulat gen. R. P., ponieważ my wybieramy zarząd i powierzamy całą pracę takowemu do wykonania.: [135, 308, 431, 427]
ad-code: (36 st.: [1291, 1292, 1321, 1303]
column-2: [443, 199, 736, 1432]
ad-text: Adres: Sté Fr. „Gebethner & Wolff": [1053, 376, 1314, 392]
ad-heading: 5 miljonów: [842, 1030, 939, 1049]
doctor-ad: [135, 1022, 431, 1156]
ad-text: każdej przesłania broszurki informacyjnej, aby wnet władać językiem francuskim zupełnie jak Francuz. Académie des Langues Européennes, 12, rue Blancue, PARIS (9).: [1046, 1318, 1321, 1388]
ad-text: Obiady i Kolacje.: [1423, 946, 1550, 963]
ad-text: Język francuski - Fonetyka teorytyczna i stosowana, dykcja tłumaczenia: [165, 1644, 401, 1705]
divider: [1046, 618, 1321, 620]
ad-text: Wielki Mistrz Indyjski TAMU-RHOS przejrzy Waszą przeszłość i przyszłość, i wskaże najlepszą drogę, zaradzi nieszczęściom, wygna nieszczęsne siły. Zwróćcie się z ufnością do TAMU-RHOS, który kryje moc tajemną i mądrość przez Was ... Wielki Mistrz TAMU-RHOS do Was mówi: "Nie martwcie się, tylko wierzcie, a pomogę". Dlatego wyślijcie swoją datę urodzenia, oraz znaczek pocztowy. Pośpieszcie się, adres: TAMU-RHOS, 26, Rue St. Placide 26 PARIS (6).: [1333, 368, 1639, 463]
classifieds-title: OGŁOSZENIA DROBNE: [491, 73, 1271, 143]
divider: [1046, 1394, 1321, 1395]
page-number-left: Nr 1.: [171, 35, 220, 56]
ad-title: Podziękowanie.: [203, 527, 363, 549]
ad-text: do nabycia w drukarni „NARODOWCA".: [1385, 1191, 1588, 1202]
